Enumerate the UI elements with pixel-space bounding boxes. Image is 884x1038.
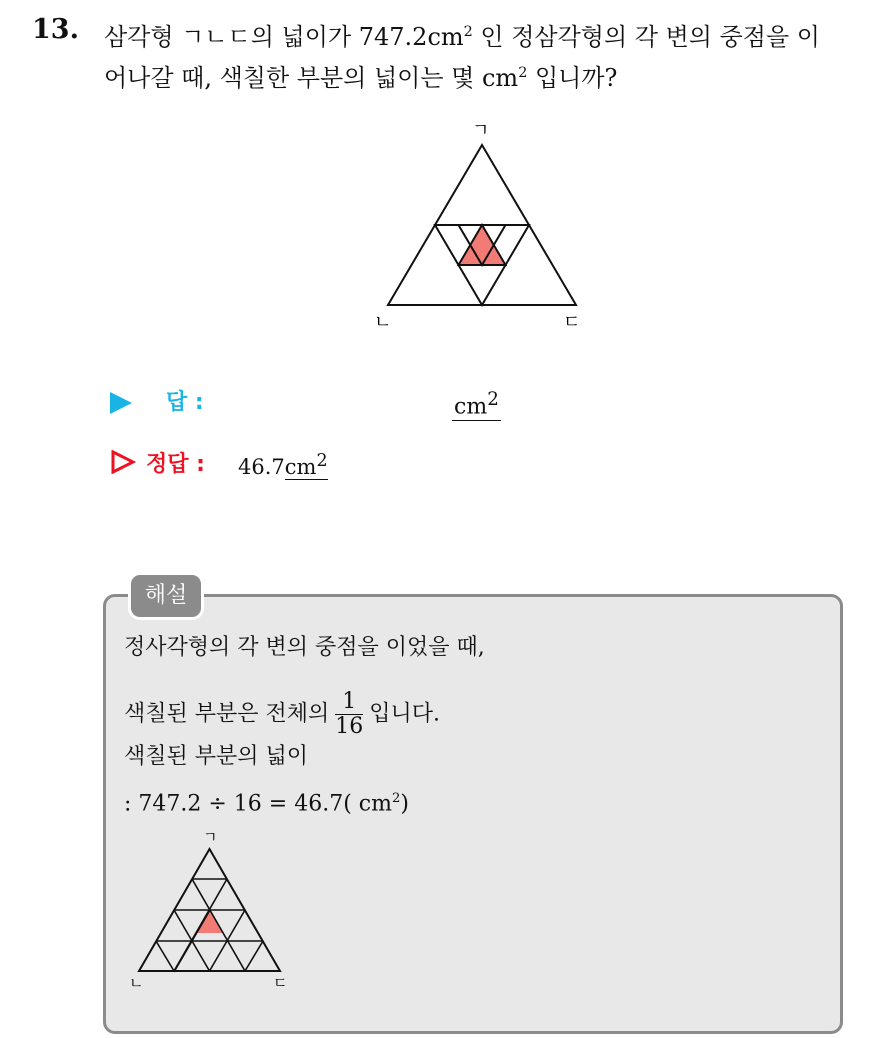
grid-vertex-label-right: ㄷ xyxy=(273,974,288,991)
vertex-label-left: ㄴ xyxy=(374,312,392,333)
solution-line-1: 정사각형의 각 변의 중점을 이었을 때, xyxy=(124,635,485,660)
shaded-triangle xyxy=(459,225,506,265)
answer-unit: $cm^2$ xyxy=(454,389,499,420)
question-number: 13. xyxy=(32,14,79,45)
solution-line-4: : 747.2 ÷ 16 = 46.7( $cm^2$) xyxy=(124,791,409,817)
correct-label: 정답 : xyxy=(146,452,205,477)
vertex-label-right: ㄷ xyxy=(563,312,581,333)
solution-line-3: 색칠된 부분의 넓이 xyxy=(124,744,309,769)
answer-label: 답 : xyxy=(166,390,204,415)
grid-triangle-figure xyxy=(125,826,295,991)
solution-tag: 해설 xyxy=(128,572,204,620)
play-icon xyxy=(110,392,132,414)
grid-vertex-label-left: ㄴ xyxy=(129,974,144,991)
grid-shaded-triangle xyxy=(196,910,223,933)
triangle-figure xyxy=(360,118,600,333)
fraction: $\frac{1}{16}$ xyxy=(335,689,364,739)
grid-vertex-label-top: ㄱ xyxy=(203,828,218,846)
vertex-label-top: ㄱ xyxy=(472,120,490,141)
correct-value: $46.7cm^2$ xyxy=(238,451,328,479)
solution-line-2: 색칠된 부분은 전체의 $\frac{1}{16}$ 입니다. xyxy=(124,689,441,739)
play-outline-icon xyxy=(110,450,136,480)
correct-row xyxy=(110,447,205,480)
question-text: 삼각형 ㄱㄴㄷ의 넓이가 $747.2cm^2$ 인 정삼각형의 각 변의 중점을 이 어나갈 때, 색칠한 부분의 넓이는 몇 $cm^2$ 입니까? xyxy=(104,23,820,92)
answer-row xyxy=(110,385,204,416)
